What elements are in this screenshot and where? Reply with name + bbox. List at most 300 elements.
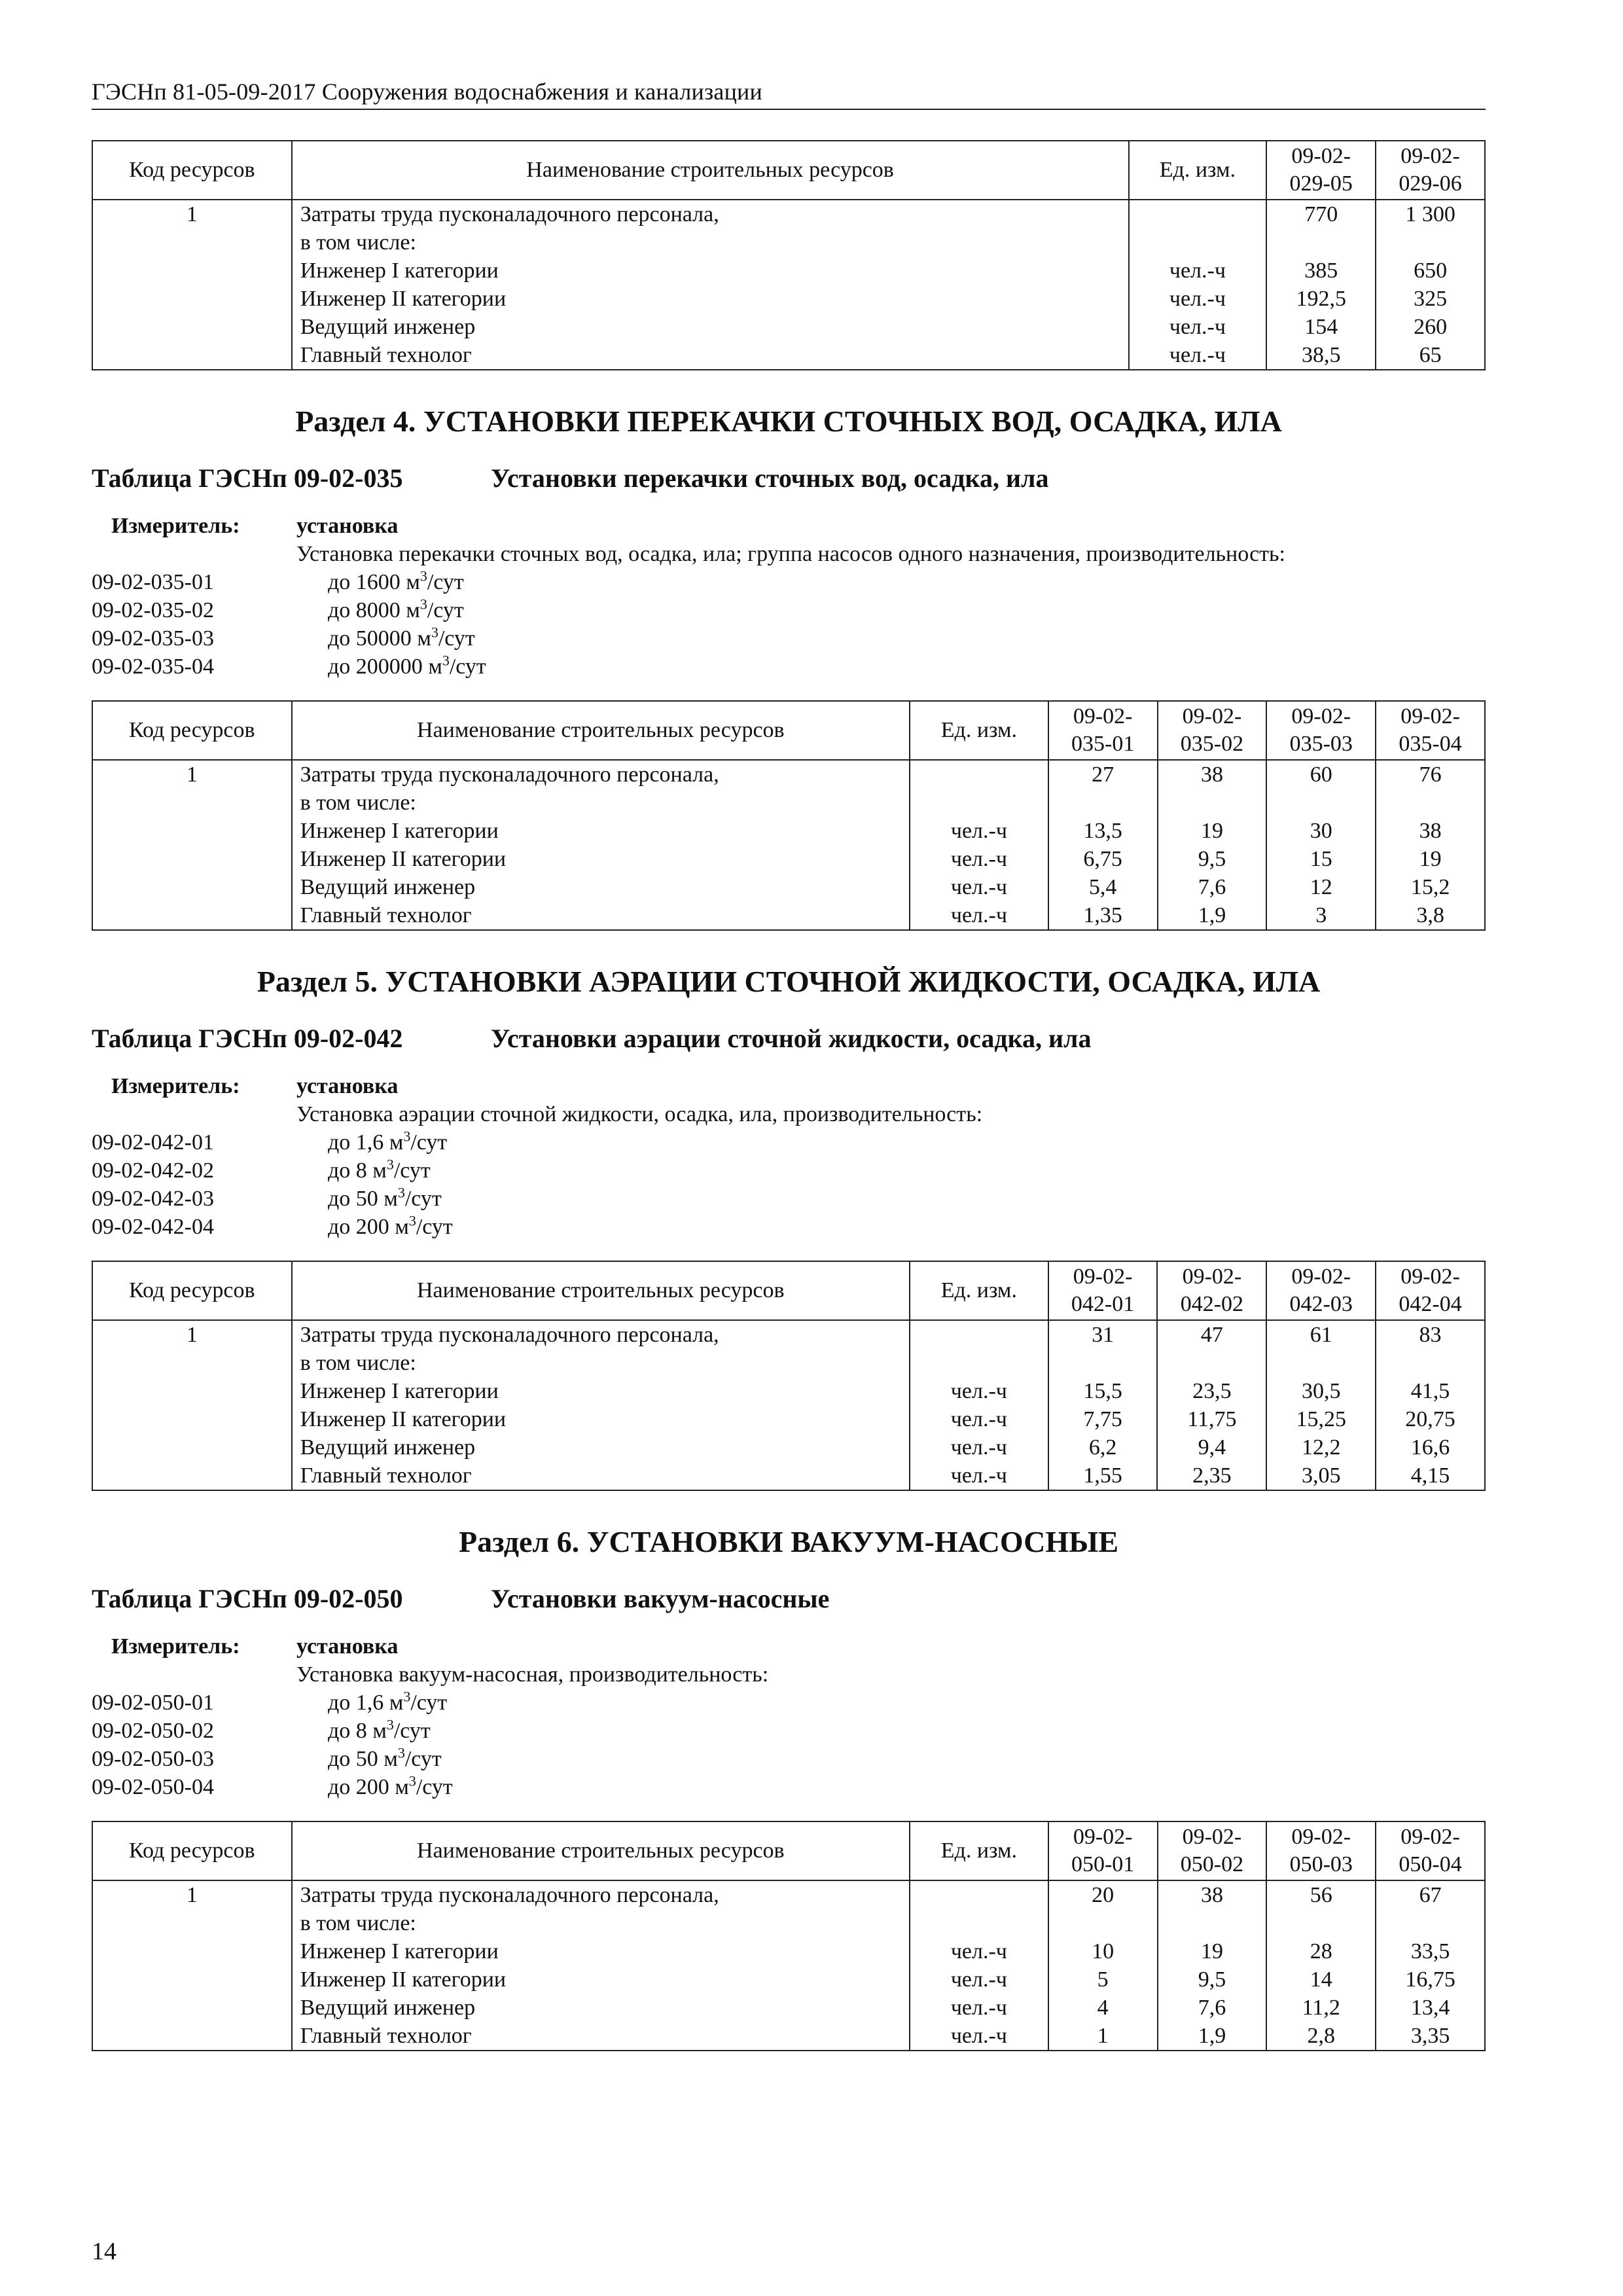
measure-item xyxy=(92,653,1486,681)
resource-value: 10 xyxy=(1048,1937,1158,1965)
resource-value: 56 xyxy=(1266,1880,1376,1909)
item-capacity: до 1600 xyxy=(328,570,406,594)
resource-name: Ведущий инженер xyxy=(292,873,910,901)
resource-value xyxy=(1266,1349,1376,1377)
resource-value: 2,8 xyxy=(1266,2022,1376,2051)
resource-value: 4,15 xyxy=(1376,1462,1485,1490)
unit-superscript: 3 xyxy=(397,1184,405,1201)
resource-code xyxy=(92,1909,292,1937)
resource-unit: чел.-ч xyxy=(1129,313,1267,341)
table-name: Установки аэрации сточной жидкости, осадка, ила xyxy=(491,1024,1092,1053)
unit-superscript: 3 xyxy=(403,1688,411,1705)
unit-per-day: /сут xyxy=(410,1130,448,1155)
unit-m: м xyxy=(428,655,442,679)
table-row xyxy=(92,200,1485,228)
resource-value: 38,5 xyxy=(1266,341,1376,370)
resource-code xyxy=(92,285,292,313)
measure-item xyxy=(92,596,1486,624)
resource-value: 11,75 xyxy=(1157,1405,1266,1433)
resource-value: 4 xyxy=(1048,1994,1158,2022)
table-name: Установки вакуум-насосные xyxy=(491,1584,830,1613)
resource-unit: чел.-ч xyxy=(910,845,1048,873)
resource-value: 16,6 xyxy=(1376,1433,1485,1462)
resource-name: Инженер II категории xyxy=(292,845,910,873)
resource-value xyxy=(1266,228,1376,257)
unit-superscript: 3 xyxy=(431,624,438,641)
resource-code xyxy=(92,341,292,370)
unit-per-day: /сут xyxy=(410,1691,448,1715)
table-row xyxy=(92,1377,1485,1405)
col-value-header: 09-02- 029-06 xyxy=(1376,141,1485,200)
resource-value: 76 xyxy=(1376,760,1485,789)
resource-value: 41,5 xyxy=(1376,1377,1485,1405)
resource-code xyxy=(92,789,292,817)
unit-superscript: 3 xyxy=(408,1772,416,1789)
resource-unit xyxy=(910,760,1048,789)
table-row xyxy=(92,257,1485,285)
resource-value: 65 xyxy=(1376,341,1485,370)
table-id: Таблица ГЭСНп 09-02-050 xyxy=(92,1584,403,1613)
table-title xyxy=(92,1583,1486,1615)
section xyxy=(92,370,1486,931)
resource-unit xyxy=(910,1320,1048,1349)
resource-name: Инженер I категории xyxy=(292,817,910,845)
resource-name: Ведущий инженер xyxy=(292,1433,910,1462)
table-row xyxy=(92,1965,1485,1994)
resource-value: 1 300 xyxy=(1376,200,1485,228)
table-row xyxy=(92,845,1485,873)
resource-code xyxy=(92,228,292,257)
item-capacity: до 200 xyxy=(328,1775,395,1799)
resource-unit xyxy=(910,1909,1048,1937)
resource-value: 60 xyxy=(1266,760,1376,789)
resource-value: 7,75 xyxy=(1048,1405,1158,1433)
resource-unit: чел.-ч xyxy=(910,873,1048,901)
resource-code xyxy=(92,1462,292,1490)
resource-value xyxy=(1048,789,1158,817)
unit-superscript: 3 xyxy=(419,567,427,584)
item-capacity: до 50 xyxy=(328,1187,384,1211)
resource-unit: чел.-ч xyxy=(910,1462,1048,1490)
resource-code: 1 xyxy=(92,760,292,789)
resource-unit: чел.-ч xyxy=(910,817,1048,845)
unit-per-day: /сут xyxy=(427,570,464,594)
table-row xyxy=(92,1320,1485,1349)
measure-label: Измеритель: xyxy=(111,1074,240,1098)
item-capacity: до 50000 xyxy=(328,626,418,651)
resource-value: 325 xyxy=(1376,285,1485,313)
table-row xyxy=(92,2022,1485,2051)
item-description xyxy=(296,1689,447,1717)
item-code: 09-02-035-01 xyxy=(92,570,214,594)
resource-unit: чел.-ч xyxy=(910,1405,1048,1433)
unit-m: м xyxy=(406,598,420,622)
resource-name: в том числе: xyxy=(292,228,1129,257)
unit-m: м xyxy=(383,1747,398,1771)
col-code-header: Код ресурсов xyxy=(92,1821,292,1880)
resource-value: 3,35 xyxy=(1376,2022,1485,2051)
resource-code xyxy=(92,873,292,901)
resource-name: Инженер I категории xyxy=(292,257,1129,285)
table-row xyxy=(92,1405,1485,1433)
unit-m: м xyxy=(389,1691,404,1715)
resource-unit xyxy=(910,1349,1048,1377)
resource-name: Затраты труда пусконаладочного персонала, xyxy=(292,1320,910,1349)
item-capacity: до 8 xyxy=(328,1719,373,1743)
measure-label: Измеритель: xyxy=(111,514,240,538)
item-code: 09-02-035-04 xyxy=(92,655,214,679)
table-row xyxy=(92,760,1485,789)
resource-name: Главный технолог xyxy=(292,901,910,930)
table-header-row xyxy=(92,701,1485,760)
unit-m: м xyxy=(372,1719,387,1743)
resource-value xyxy=(1266,789,1376,817)
resource-name: Затраты труда пусконаладочного персонала, xyxy=(292,760,910,789)
resource-value: 192,5 xyxy=(1266,285,1376,313)
item-description xyxy=(296,624,475,653)
item-code: 09-02-035-02 xyxy=(92,598,214,622)
resource-name: Главный технолог xyxy=(292,341,1129,370)
col-value-header: 09-02- 050-03 xyxy=(1266,1821,1376,1880)
unit-m: м xyxy=(406,570,420,594)
unit-superscript: 3 xyxy=(397,1744,405,1761)
resource-code xyxy=(92,1377,292,1405)
resource-value: 3 xyxy=(1266,901,1376,930)
resource-value: 3,8 xyxy=(1376,901,1485,930)
resource-name: Инженер II категории xyxy=(292,1405,910,1433)
measure-item xyxy=(92,1157,1486,1185)
unit-per-day: /сут xyxy=(393,1719,431,1743)
item-description xyxy=(296,596,464,624)
resource-name: Инженер I категории xyxy=(292,1937,910,1965)
table-id: Таблица ГЭСНп 09-02-042 xyxy=(92,1024,403,1053)
resource-code: 1 xyxy=(92,1320,292,1349)
table-row xyxy=(92,1909,1485,1937)
resource-value: 38 xyxy=(1376,817,1485,845)
resource-value: 23,5 xyxy=(1157,1377,1266,1405)
resource-value: 12,2 xyxy=(1266,1433,1376,1462)
resource-value: 385 xyxy=(1266,257,1376,285)
resource-value: 20,75 xyxy=(1376,1405,1485,1433)
item-description xyxy=(296,1185,442,1213)
resource-value xyxy=(1376,1909,1485,1937)
table-row xyxy=(92,817,1485,845)
measure-value: установка xyxy=(296,514,399,538)
item-code: 09-02-042-02 xyxy=(92,1158,214,1183)
unit-superscript: 3 xyxy=(442,652,450,669)
col-value-header: 09-02- 035-01 xyxy=(1048,701,1158,760)
col-value-header: 09-02- 042-01 xyxy=(1048,1261,1158,1320)
section-title: Раздел 5. УСТАНОВКИ АЭРАЦИИ СТОЧНОЙ ЖИДКОСТИ, ОСАДКА, ИЛА xyxy=(257,965,1321,998)
resource-value: 11,2 xyxy=(1266,1994,1376,2022)
resource-name: Ведущий инженер xyxy=(292,1994,910,2022)
item-description xyxy=(296,1213,453,1241)
resource-unit: чел.-ч xyxy=(910,2022,1048,2051)
section-title: Раздел 6. УСТАНОВКИ ВАКУУМ-НАСОСНЫЕ xyxy=(458,1525,1119,1558)
item-description xyxy=(296,1745,442,1773)
measure-description: Установка аэрации сточной жидкости, осадка, ила, производительность: xyxy=(296,1102,983,1126)
resource-unit xyxy=(910,1880,1048,1909)
resource-value: 38 xyxy=(1158,1880,1267,1909)
resource-unit xyxy=(1129,228,1267,257)
item-code: 09-02-050-02 xyxy=(92,1719,214,1743)
unit-m: м xyxy=(395,1775,409,1799)
table-row xyxy=(92,1462,1485,1490)
measure-description: Установка перекачки сточных вод, осадка, ила; группа насосов одного назначения, производительность: xyxy=(296,542,1285,566)
sections-container xyxy=(92,370,1486,2051)
resource-value: 650 xyxy=(1376,257,1485,285)
resource-name: Главный технолог xyxy=(292,1462,910,1490)
resource-unit: чел.-ч xyxy=(910,1937,1048,1965)
col-value-header: 09-02- 029-05 xyxy=(1266,141,1376,200)
table-row xyxy=(92,1994,1485,2022)
unit-per-day: /сут xyxy=(404,1187,442,1211)
resource-code xyxy=(92,1405,292,1433)
measure-item xyxy=(92,568,1486,596)
col-code-header: Код ресурсов xyxy=(92,1261,292,1320)
unit-m: м xyxy=(372,1158,387,1183)
resource-unit: чел.-ч xyxy=(910,1433,1048,1462)
resource-value: 1 xyxy=(1048,2022,1158,2051)
item-description xyxy=(296,1157,431,1185)
resource-value: 15 xyxy=(1266,845,1376,873)
resource-value: 30 xyxy=(1266,817,1376,845)
col-value-header: 09-02- 042-03 xyxy=(1266,1261,1376,1320)
table-row xyxy=(92,789,1485,817)
resource-value: 2,35 xyxy=(1157,1462,1266,1490)
resource-value: 38 xyxy=(1158,760,1267,789)
resource-value: 61 xyxy=(1266,1320,1376,1349)
resource-unit: чел.-ч xyxy=(1129,285,1267,313)
resource-value: 9,5 xyxy=(1158,1965,1267,1994)
item-capacity: до 1,6 xyxy=(328,1130,389,1155)
item-description xyxy=(296,568,464,596)
item-description xyxy=(296,1773,453,1801)
measure-item xyxy=(92,1213,1486,1241)
unit-superscript: 3 xyxy=(386,1156,394,1173)
unit-per-day: /сут xyxy=(393,1158,431,1183)
unit-per-day: /сут xyxy=(438,626,475,651)
resource-value: 47 xyxy=(1157,1320,1266,1349)
item-capacity: до 8 xyxy=(328,1158,373,1183)
table-row xyxy=(92,341,1485,370)
resource-value: 19 xyxy=(1376,845,1485,873)
col-value-header: 09-02- 035-04 xyxy=(1376,701,1485,760)
resource-unit xyxy=(1129,200,1267,228)
col-value-header: 09-02- 035-02 xyxy=(1158,701,1267,760)
measure-value: установка xyxy=(296,1074,399,1098)
resource-value: 3,05 xyxy=(1266,1462,1376,1490)
col-value-header: 09-02- 050-01 xyxy=(1048,1821,1158,1880)
col-unit-header: Ед. изм. xyxy=(1129,141,1267,200)
table-title xyxy=(92,462,1486,495)
item-capacity: до 50 xyxy=(328,1747,384,1771)
resource-value xyxy=(1158,1909,1267,1937)
resource-value xyxy=(1158,789,1267,817)
resource-code xyxy=(92,845,292,873)
resource-code xyxy=(92,313,292,341)
unit-per-day: /сут xyxy=(416,1775,453,1799)
resource-value: 7,6 xyxy=(1158,873,1267,901)
resource-code xyxy=(92,1433,292,1462)
col-name-header: Наименование строительных ресурсов xyxy=(292,1821,910,1880)
resource-value: 33,5 xyxy=(1376,1937,1485,1965)
running-head: ГЭСНп 81-05-09-2017 Сооружения водоснабжения и канализации xyxy=(92,77,1486,110)
measure-item xyxy=(92,1717,1486,1745)
resource-value: 6,75 xyxy=(1048,845,1158,873)
unit-m: м xyxy=(383,1187,398,1211)
resource-value: 12 xyxy=(1266,873,1376,901)
resource-value: 1,9 xyxy=(1158,901,1267,930)
col-name-header: Наименование строительных ресурсов xyxy=(292,1261,910,1320)
unit-m: м xyxy=(417,626,431,651)
measure-value: установка xyxy=(296,1634,399,1659)
document-page xyxy=(92,77,1486,2051)
resource-value: 5 xyxy=(1048,1965,1158,1994)
resource-value: 7,6 xyxy=(1158,1994,1267,2022)
item-code: 09-02-050-03 xyxy=(92,1747,214,1771)
resource-value: 67 xyxy=(1376,1880,1485,1909)
resource-code: 1 xyxy=(92,1880,292,1909)
resource-name: Затраты труда пусконаладочного персонала, xyxy=(292,200,1129,228)
resource-value: 30,5 xyxy=(1266,1377,1376,1405)
col-value-header: 09-02- 035-03 xyxy=(1266,701,1376,760)
unit-m: м xyxy=(395,1215,409,1239)
resource-value: 19 xyxy=(1158,1937,1267,1965)
resource-value: 19 xyxy=(1158,817,1267,845)
unit-superscript: 3 xyxy=(386,1716,394,1733)
unit-superscript: 3 xyxy=(419,596,427,613)
table-title xyxy=(92,1022,1486,1055)
resource-value: 15,25 xyxy=(1266,1405,1376,1433)
measure-block xyxy=(92,1632,1486,1801)
item-capacity: до 200 xyxy=(328,1215,395,1239)
resource-name: Инженер I категории xyxy=(292,1377,910,1405)
resource-code xyxy=(92,257,292,285)
table-row xyxy=(92,873,1485,901)
table-header-row xyxy=(92,1261,1485,1320)
resource-code xyxy=(92,817,292,845)
resource-code xyxy=(92,1994,292,2022)
measure-block xyxy=(92,1072,1486,1241)
resource-name: Затраты труда пусконаладочного персонала, xyxy=(292,1880,910,1909)
item-description xyxy=(296,1128,447,1157)
resource-table xyxy=(92,1261,1486,1491)
table-row xyxy=(92,285,1485,313)
resource-value: 9,4 xyxy=(1157,1433,1266,1462)
measure-item xyxy=(92,1185,1486,1213)
resource-value xyxy=(1376,228,1485,257)
resource-value: 13,5 xyxy=(1048,817,1158,845)
resource-unit: чел.-ч xyxy=(910,901,1048,930)
resource-value: 27 xyxy=(1048,760,1158,789)
col-code-header: Код ресурсов xyxy=(92,701,292,760)
unit-per-day: /сут xyxy=(416,1215,453,1239)
resource-code: 1 xyxy=(92,200,292,228)
resource-table xyxy=(92,1821,1486,2051)
resource-name: Главный технолог xyxy=(292,2022,910,2051)
measure-block xyxy=(92,512,1486,681)
resource-table xyxy=(92,700,1486,931)
table-row xyxy=(92,1433,1485,1462)
resource-value: 83 xyxy=(1376,1320,1485,1349)
unit-superscript: 3 xyxy=(408,1212,416,1229)
table-row xyxy=(92,313,1485,341)
item-capacity: до 8000 xyxy=(328,598,406,622)
item-code: 09-02-042-04 xyxy=(92,1215,214,1239)
resource-unit xyxy=(910,789,1048,817)
measure-item xyxy=(92,1128,1486,1157)
measure-item xyxy=(92,1689,1486,1717)
col-name-header: Наименование строительных ресурсов xyxy=(292,701,910,760)
item-capacity: до 1,6 xyxy=(328,1691,389,1715)
resource-value: 20 xyxy=(1048,1880,1158,1909)
section-title: Раздел 4. УСТАНОВКИ ПЕРЕКАЧКИ СТОЧНЫХ ВОД, ОСАДКА, ИЛА xyxy=(295,404,1282,438)
measure-item xyxy=(92,624,1486,653)
table-row xyxy=(92,1349,1485,1377)
item-description xyxy=(296,653,486,681)
unit-superscript: 3 xyxy=(403,1128,411,1145)
table-id: Таблица ГЭСНп 09-02-035 xyxy=(92,463,403,493)
measure-item xyxy=(92,1745,1486,1773)
resource-table-029 xyxy=(92,140,1486,370)
resource-value: 260 xyxy=(1376,313,1485,341)
section xyxy=(92,931,1486,1491)
resource-name: в том числе: xyxy=(292,1909,910,1937)
resource-value: 9,5 xyxy=(1158,845,1267,873)
resource-name: Инженер II категории xyxy=(292,285,1129,313)
resource-value: 1,35 xyxy=(1048,901,1158,930)
item-code: 09-02-042-01 xyxy=(92,1130,214,1155)
resource-value: 154 xyxy=(1266,313,1376,341)
table-row xyxy=(92,228,1485,257)
resource-value: 6,2 xyxy=(1048,1433,1158,1462)
unit-per-day: /сут xyxy=(449,655,486,679)
resource-unit: чел.-ч xyxy=(910,1965,1048,1994)
resource-value: 14 xyxy=(1266,1965,1376,1994)
resource-unit: чел.-ч xyxy=(1129,341,1267,370)
col-value-header: 09-02- 050-02 xyxy=(1158,1821,1267,1880)
resource-code xyxy=(92,2022,292,2051)
resource-value: 15,2 xyxy=(1376,873,1485,901)
table-row xyxy=(92,901,1485,930)
resource-value: 1,55 xyxy=(1048,1462,1158,1490)
resource-code xyxy=(92,1349,292,1377)
item-capacity: до 200000 xyxy=(328,655,429,679)
col-unit-header: Ед. изм. xyxy=(910,1821,1048,1880)
table-row xyxy=(92,1880,1485,1909)
unit-m: м xyxy=(389,1130,404,1155)
unit-per-day: /сут xyxy=(427,598,464,622)
col-value-header: 09-02- 042-04 xyxy=(1376,1261,1485,1320)
resource-unit: чел.-ч xyxy=(910,1377,1048,1405)
measure-description: Установка вакуум-насосная, производительность: xyxy=(296,1662,769,1687)
resource-value: 13,4 xyxy=(1376,1994,1485,2022)
resource-value xyxy=(1376,1349,1485,1377)
item-code: 09-02-050-01 xyxy=(92,1691,214,1715)
resource-code xyxy=(92,901,292,930)
col-unit-header: Ед. изм. xyxy=(910,701,1048,760)
page-number: 14 xyxy=(92,2238,116,2265)
item-code: 09-02-050-04 xyxy=(92,1775,214,1799)
resource-unit: чел.-ч xyxy=(910,1994,1048,2022)
measure-label: Измеритель: xyxy=(111,1634,240,1659)
table-name: Установки перекачки сточных вод, осадка, ила xyxy=(491,463,1049,493)
item-code: 09-02-035-03 xyxy=(92,626,214,651)
resource-unit: чел.-ч xyxy=(1129,257,1267,285)
resource-name: Ведущий инженер xyxy=(292,313,1129,341)
table-header-row xyxy=(92,1821,1485,1880)
